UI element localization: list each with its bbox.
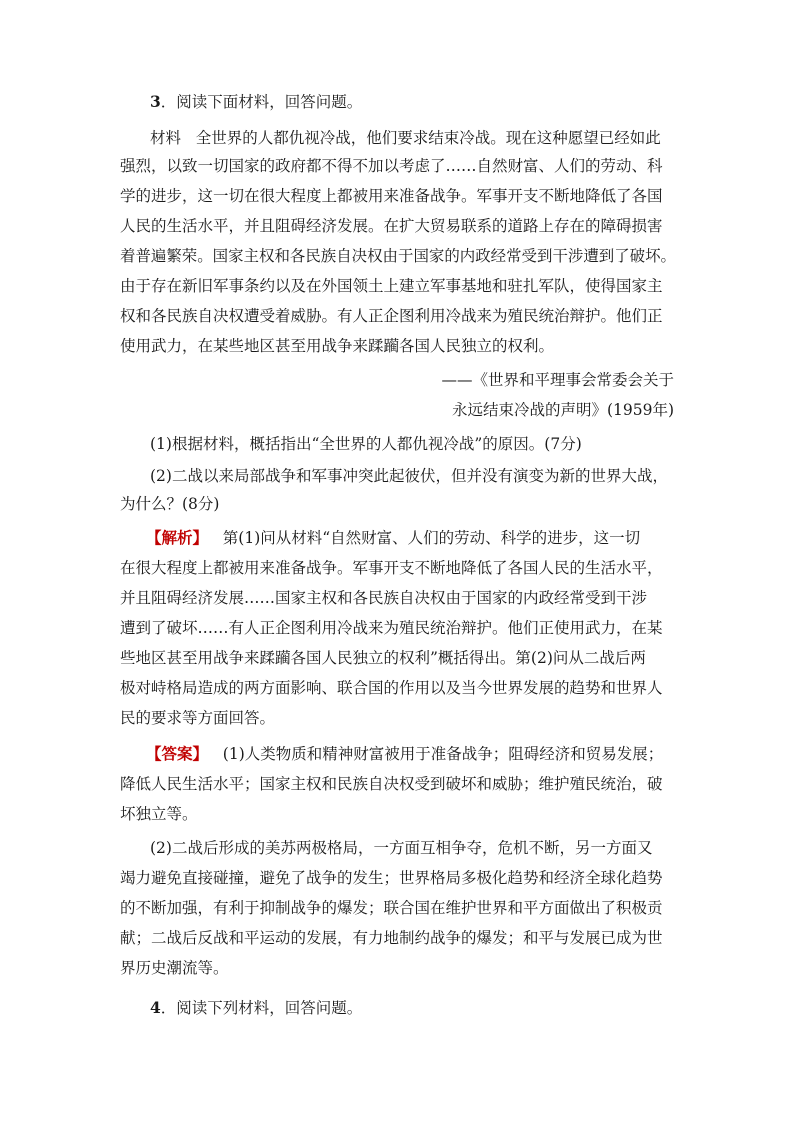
answer-2-line-2: 竭力避免直接碰撞，避免了战争的发生；世界格局多极化趋势和经济全球化趋势 (120, 869, 663, 887)
answer-line-2: 降低人民生活水平；国家主权和民族自决权受到破坏和威胁；维护殖民统治，破 (120, 775, 663, 793)
answer-2-line-3: 的不断加强，有利于抑制战争的爆发；联合国在维护世界和平方面做出了积极贡 (120, 899, 663, 917)
material-line-2: 强烈，以致一切国家的政府都不得不加以考虑了……自然财富、人们的劳动、科 (120, 157, 663, 175)
question-4-title (150, 998, 362, 1018)
question-title-text: ．阅读下面材料，回答问题。 (160, 93, 363, 111)
sub-question-2-line-2: 为什么？(8分) (120, 495, 220, 513)
analysis-tag: 【解析】 (146, 528, 209, 547)
answer-tag: 【答案】 (146, 744, 209, 763)
question-number: 3 (150, 92, 161, 111)
material-line-8: 使用武力，在某些地区甚至用战争来蹂躏各国人民独立的权利。 (120, 337, 555, 355)
material-line-6: 由于存在新旧军事条约以及在外国领土上建立军事基地和驻扎军队，使得国家主 (120, 277, 663, 295)
analysis-text: 第(1)问从材料“自然财富、人们的劳动、科学的进步，这一切 (222, 529, 641, 547)
analysis-line-6: 极对峙格局造成的两方面影响、联合国的作用以及当今世界发展的趋势和世界人 (120, 679, 663, 697)
question-3-title (150, 92, 362, 112)
answer-text: (1)人类物质和精神财富被用于准备战争；阻碍经济和贸易发展； (222, 745, 664, 763)
material-line-7: 权和各民族自决权遭受着威胁。有人正企图利用冷战来为殖民统治辩护。他们正 (120, 307, 663, 325)
analysis-line-3: 并且阻碍经济发展……国家主权和各民族自决权由于国家的内政经常受到干涉 (120, 589, 648, 607)
answer-line-3: 坏独立等。 (120, 805, 198, 823)
sub-question-2-line-1: (2)二战以来局部战争和军事冲突此起彼伏，但并没有演变为新的世界大战， (150, 467, 668, 485)
material-label: 材料 (150, 129, 182, 147)
material-line-4: 人民的生活水平，并且阻碍经济发展。在扩大贸易联系的道路上存在的障碍损害 (120, 217, 663, 235)
answer-line-1 (146, 744, 663, 764)
answer-2-line-4: 献；二战后反战和平运动的发展，有力地制约战争的爆发；和平与发展已成为世 (120, 929, 663, 947)
answer-2-line-1: (2)二战后形成的美苏两极格局，一方面互相争夺，危机不断，另一方面又 (150, 839, 653, 857)
material-line-5: 着普遍繁荣。国家主权和各民族自决权由于国家的内政经常受到干涉遭到了破坏。 (120, 247, 677, 265)
answer-2-line-5: 界历史潮流等。 (120, 959, 229, 977)
source-line-2: 永远结束冷战的声明》(1959年) (451, 401, 674, 419)
source-line-1: ——《世界和平理事会常委会关于 (441, 371, 674, 389)
question-number: 4 (150, 998, 161, 1017)
material-line-1 (150, 128, 661, 148)
question-title-text: ．阅读下列材料，回答问题。 (160, 999, 363, 1017)
material-line-3: 学的进步，这一切在很大程度上都被用来准备战争。军事开支不断地降低了各国 (120, 187, 663, 205)
analysis-line-1 (146, 528, 640, 548)
analysis-line-2: 在很大程度上都被用来准备战争。军事开支不断地降低了各国人民的生活水平， (120, 559, 663, 577)
analysis-line-4: 遭到了破坏……有人正企图利用冷战来为殖民统治辩护。他们正使用武力，在某 (120, 619, 663, 637)
analysis-line-7: 民的要求等方面回答。 (120, 709, 276, 727)
analysis-line-5: 些地区甚至用战争来蹂躏各国人民独立的权利”概括得出。第(2)问从二战后两 (120, 649, 646, 667)
sub-question-1: (1)根据材料，概括指出“全世界的人都仇视冷战”的原因。(7分) (150, 435, 582, 453)
material-text: 全世界的人都仇视冷战，他们要求结束冷战。现在这种愿望已经如此 (195, 129, 661, 147)
